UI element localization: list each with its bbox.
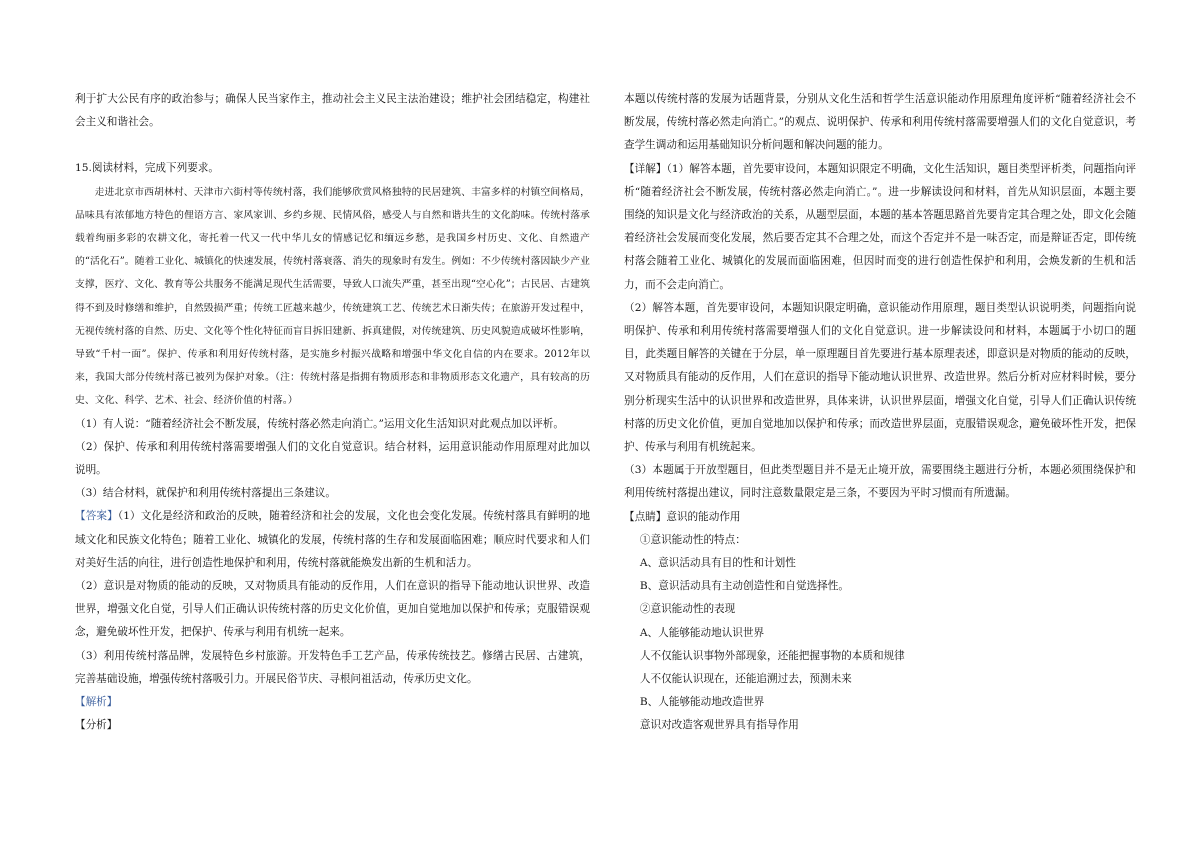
- point-line-6: 人不仅能认识事物外部现象，还能把握事物的本质和规律: [639, 649, 905, 662]
- point-heading: [624, 506, 1136, 529]
- detail-1-text: （1）解答本题，首先要审设问，本题知识限定不明确，文化生活知识，题目类型评析类，问题指向评析“随着经济社会不断发展，传统村落必然走向消亡。”。进一步解读设问和材料，首先从知识层面，本题主要围绕的知识是文化与经济政治的关系，从题型层面，本题的基本答题思路首先要肯定其合理之处，即文化会随着经济社会发展而变化发展，然后要否定其不合理之处，而这个否定并不是一味否定，而是辩证否定，即传统村落会随着工业化、城镇化的发展而面临困难，但因时而变的进行创造性保护和利用，会焕发新的生机和活力，而不会走向消亡。: [624, 162, 1136, 291]
- point-line-4: ②意识能动性的表现: [639, 603, 736, 616]
- detail-3: （3）本题属于开放型题目，但此类型题目并不是无止境开放，需要围绕主题进行分析，本题必须围绕保护和利用传统村落提出建议，同时注意数量限定是三条，不要因为平时习惯而有所遗漏。: [624, 464, 1136, 500]
- sub-question-3: （3）结合材料，就保护和利用传统村落提出三条建议。: [75, 487, 336, 500]
- fenxi-tag: 【分析】: [75, 719, 118, 732]
- point-line-3: B、意识活动具有主动创造性和自觉选择性。: [639, 580, 849, 593]
- point-line-2: A、意识活动具有目的性和计划性: [639, 557, 796, 570]
- answer-tag: 【答案】: [75, 510, 118, 523]
- question-15-title: 15.阅读材料，完成下列要求。: [75, 162, 219, 175]
- answer-1: [75, 505, 590, 575]
- point-line-8: B、人能够能动地改造世界: [639, 696, 765, 709]
- reading-passage: [75, 181, 590, 413]
- point-tag: 【点睛】: [624, 510, 667, 523]
- answer-3: （3）利用传统村落品牌，发展特色乡村旅游。开发特色手工艺产品，传承传统技艺。修缮古民居、古建筑，完善基础设施，增强传统村落吸引力。开展民俗节庆、寻根问祖活动，传承历史文化。: [75, 649, 590, 685]
- point-line-5: A、人能够能动地认识世界: [639, 626, 765, 639]
- answer-2: （2）意识是对物质的能动的反映，又对物质具有能动的反作用，人们在意识的指导下能动地认识世界、改造世界，增强文化自觉，引导人们正确认识传统村落的历史文化价值，更加自觉地加以保护和传承；克服错误观念，避免破坏性开发，把保护、传承与利用有机统一起来。: [75, 580, 590, 639]
- detail-2: （2）解答本题，首先要审设问，本题知识限定明确，意识能动作用原理，题目类型认识说明类，问题指向说明保护、传承和利用传统村落需要增强人们的文化自觉意识。进一步解读设问和材料，本题属于小切口的题目，此类题目解答的关键在于分层，单一原理题目首先要进行基本原理表述，即意识是对物质的能动的反映，又对物质具有能动的反作用，人们在意识的指导下能动地认识世界、改造世界。然后分析对应材料时候，要分别分析现实生活中的认识世界和改造世界，具体来讲，认识世界层面，增强文化自觉，引导人们正确认识传统村落的历史文化价值，更加自觉地加以保护和传承；而改造世界层面，克服错误观念，避免破坏性开发，把保护、传承与利用有机统起来。: [624, 301, 1136, 454]
- left-column: [75, 88, 590, 737]
- answer-1-text: （1）文化是经济和政治的反映，随着经济和社会的发展，文化也会变化发展。传统村落具有鲜明的地域文化和民族文化特色；随着工业化、城镇化的发展，传统村落的生存和发展面临困难；顺应时代要求和人们对美好生活的向往，进行创造性地保护和利用，传统村落就能焕发出新的生机和活力。: [75, 510, 590, 569]
- analysis-intro: 本题以传统村落的发展为话题背景，分别从文化生活和哲学生活意识能动作用原理角度评析“随着经济社会不断发展，传统村落必然走向消亡。”的观点、说明保护、传承和利用传统村落需要增强人们的文化自觉意识，考查学生调动和运用基础知识分析问题和解决问题的能力。: [624, 93, 1136, 152]
- analysis-tag: 【解析】: [75, 696, 118, 709]
- detail-1: [624, 158, 1136, 297]
- point-line-7: 人不仅能认识现在，还能追溯过去，预测未来: [639, 673, 852, 686]
- sub-question-2: （2）保护、传承和利用传统村落需要增强人们的文化自觉意识。结合材料，运用意识能动作用原理对此加以说明。: [75, 440, 590, 477]
- point-line-1: ①意识能动性的特点：: [639, 533, 746, 546]
- previous-answer-tail: 利于扩大公民有序的政治参与；确保人民当家作主，推动社会主义民主法治建设；维护社会团结稳定，构建社会主义和谐社会。: [75, 93, 590, 129]
- detail-tag: 【详解】: [624, 162, 667, 175]
- point-title: 意识的能动作用: [666, 510, 741, 523]
- right-column: [624, 88, 1136, 738]
- passage-text: 走进北京市西胡林村、天津市六街村等传统村落，我们能够欣赏风格独特的民居建筑、丰富多样的村镇空间格局，品味具有浓郁地方特色的俚语方言、家风家训、乡约乡规、民情风俗，感受人与自然和谐共生的文化韵味。传统村落承载着绚丽多彩的农耕文化，寄托着一代又一代中华儿女的情感记忆和缅远乡愁，是我国乡村历史、文化、自然遗产的“活化石”。随着工业化、城镇化的快速发展，传统村落衰落、消失的现象时有发生。例如：不少传统村落因缺少产业支撑，医疗、文化、教育等公共服务不能满足现代生活需要，导致人口流失严重，甚至出现“空心化”；古民居、古建筑得不到及时修缮和维护，自然毁损严重；传统工匠越来越少，传统建筑工艺、传统艺术日渐失传；在旅游开发过程中，无视传统村落的自然、历史、文化等个性化特征而盲目拆旧建新、拆真建假，对传统建筑、历史风貌造成破坏性影响，导致“千村一面”。保护、传承和利用好传统村落，是实施乡村振兴战略和增强中华文化自信的内在要求。2012年以来，我国大部分传统村落已被列为保护对象。（注：传统村落是指拥有物质形态和非物质形态文化遗产，具有较高的历史、文化、科学、艺术、社会、经济价值的村落。）: [75, 186, 590, 407]
- sub-question-1: （1）有人说：“随着经济社会不断发展，传统村落必然走向消亡。”运用文化生活知识对此观点加以评析。: [75, 417, 564, 430]
- spacer: [75, 134, 590, 157]
- point-line-9: 意识对改造客观世界具有指导作用: [639, 719, 799, 732]
